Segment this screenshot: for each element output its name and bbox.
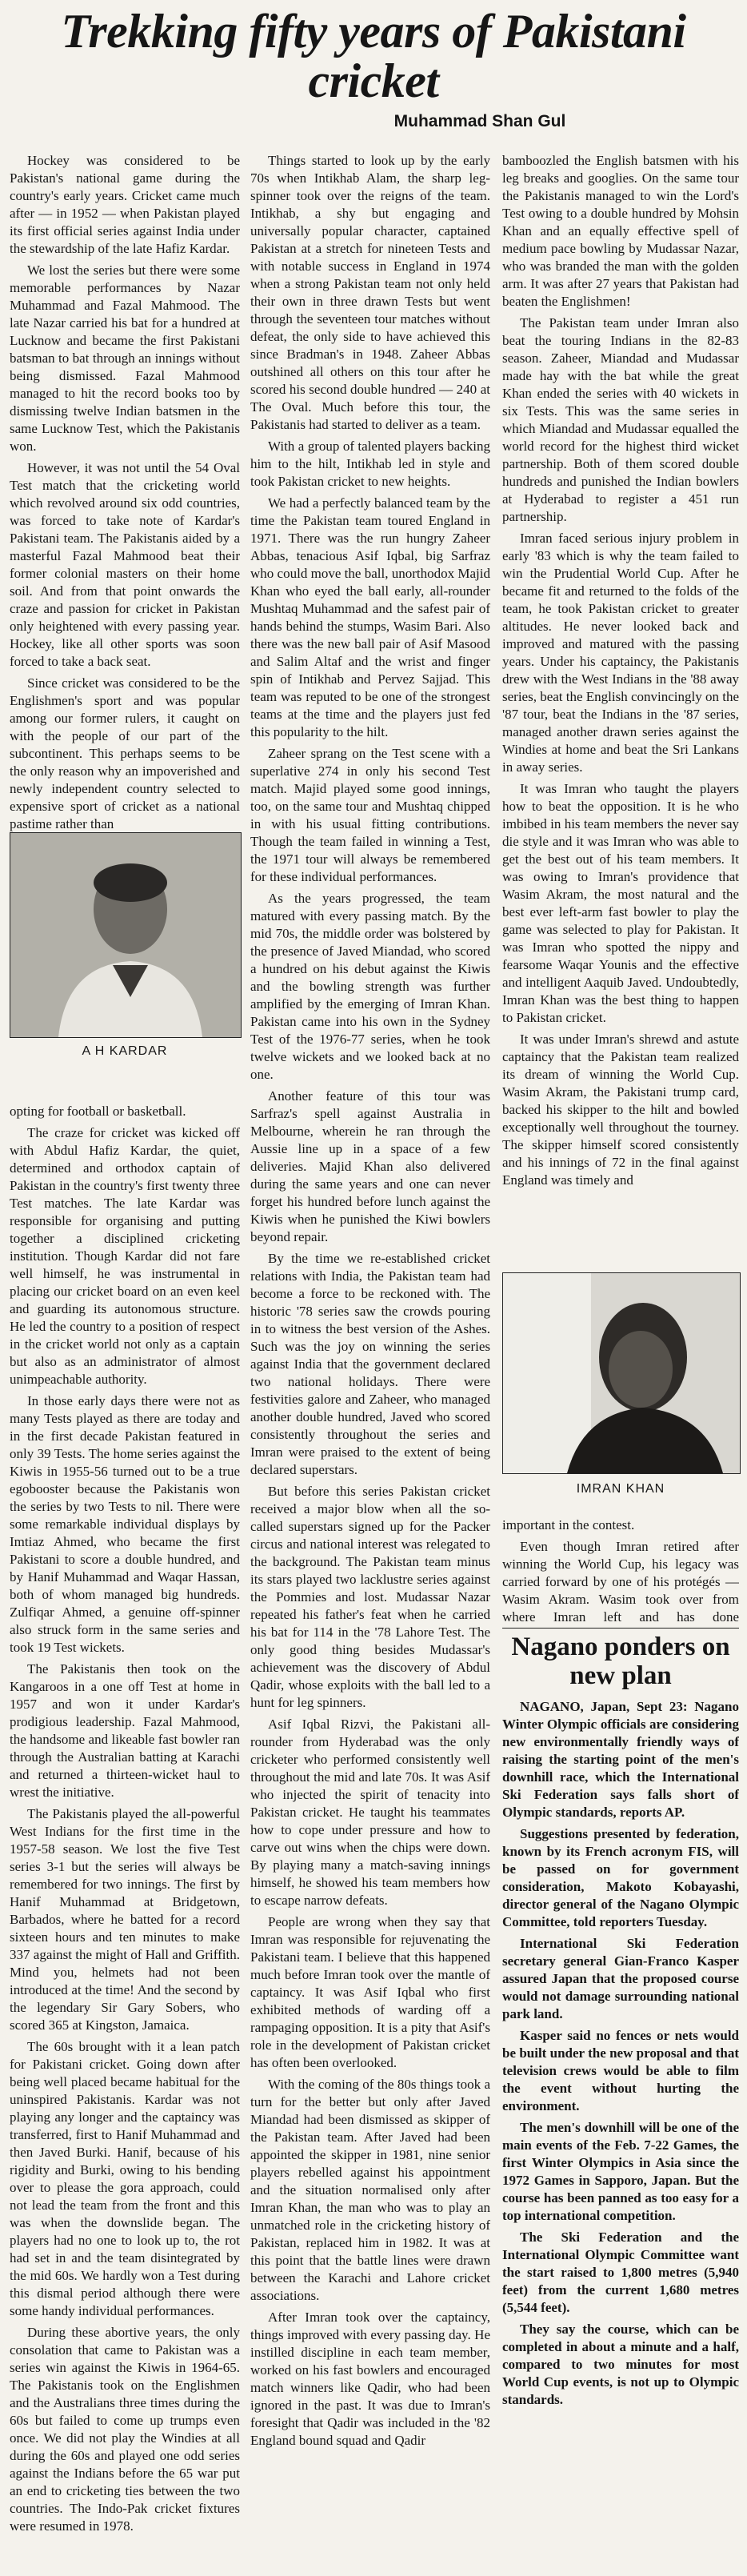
paragraph: With a group of talented players backing him to the hilt, Intikhab led in style and took Pakistan cricket to new heights. <box>250 439 490 489</box>
paragraph: The craze for cricket was kicked off with Abdul Hafiz Kardar, the quiet, determined and orthodox captain of Pakistan in the country's first twenty three Test matches. The late Kardar was responsible for organising and putting together a disciplined cricketing institution. Though Kardar did not fare well himself, he was instrumental in placing our cricket board on an even keel and guarding its autonomous structure. He led the country to a position of respect in the cricket world not only as a captain but also as an administrator of almost unimpeachable authority. <box>10 1125 240 1387</box>
brief-headline: Nagano ponders on new plan <box>511 1633 730 1690</box>
paragraph: During these abortive years, the only consolation that came to Pakistan was a series win against the Kiwis in 1964-65. The Pakistanis took on the Englishmen and the Australians three times during the 60s but failed to come up trumps even once. We did not play the Windies at all during the 60s and played one odd series against the Indians before the 65 war put an end to cricketing ties between the two countries. The Indo-Pak cricket fixtures were resumed in 1978. <box>10 2325 240 2534</box>
paragraph: We lost the series but there were some memorable performances by Nazar Muhammad and Fazal Mahmood. The late Nazar carried his bat for a hundred at Lucknow and became the first Pakistani batsman to bat through an innings without being dismissed. Fazal Mahmood managed to hit the record books too by dismissing twelve Indian batsmen in the same Lucknow Test, which the Pakistanis won. <box>10 262 240 454</box>
paragraph: The Ski Federation and the International Olympic Committee want the start raised to 1,800 metres (5,940 feet) from the current 1,680 metres (5,544 feet). <box>502 2229 739 2315</box>
paragraph: Zaheer sprang on the Test scene with a superlative 274 in only his second Test match. Majid played some good innings, too, on the same tour and Mushtaq chipped in with his usual fitting contributions. Though the team failed in winning a Test, the 1971 tour will always be remembered for these individual performances. <box>250 746 490 884</box>
paragraph: In those early days there were not as many Tests played as there are today and in the first decade Pakistan featured in only 39 Tests. The home series against the Kiwis in 1955-56 turned out to be a true egobooster because the Pakistanis won the series by two Tests to nil. There were some remarkable individual displays by Imtiaz Ahmed, who became the first Pakistani to score a double hundred, and by Hanif Muhammad and Waqar Hassan, both of whom managed big hundreds. Zulfiqar Ahmed, a genuine off-spinner also struck form in the same series and took 19 Test wickets. <box>10 1393 240 1655</box>
paragraph: As the years progressed, the team matured with every passing match. By the mid 70s, the middle order was bolstered by the presence of Javed Miandad, who scored a hundred on his debut against the Kiwis and the bowling strength was further amplified by the emerging of Imran Khan. Pakistan came into his own in the Sydney Test of the 1976-77 series, when he took twelve wickets and we looked back at no one. <box>250 891 490 1082</box>
paragraph: We had a perfectly balanced team by the time the Pakistan team toured England in 1971. There was the run hungry Zaheer Abbas, tenacious Asif Iqbal, big Sarfraz who could move the ball, unorthodox Majid Khan who eyed the ball early, all-rounder Mushtaq Muhammad and the safest pair of hands behind the stumps, Wasim Bari. Also there was the new ball pair of Asif Masood and Salim Altaf and the wrist and finger spin of Intikhab and Pervez Sajjad. This team was reputed to be one of the strongest teams at the time and the players just fed this popularity to the hilt. <box>250 495 490 739</box>
paragraph: By the time we re-established cricket relations with India, the Pakistan team had become a force to be reckoned with. The historic '78 series saw the crowds pouring in to witness the best version of the Ashes. Such was the joy on winning the series against India that the government declared two national holidays. There were festivities galore and Zaheer, who managed another double hundred, Javed who scored consistently throughout the series and Imran were praised to the extent of being declared superstars. <box>250 1251 490 1477</box>
dateline: NAGANO, Japan, Sept 23: <box>520 1699 688 1714</box>
paragraph: important in the contest. <box>502 1517 635 1532</box>
paragraph: Even though Imran retired after winning the World Cup, his legacy was carried forward by one of his protégés — Wasim Akram. Wasim took over from where Imran left and has done <box>502 1539 739 1625</box>
paragraph: The Pakistan team under Imran also beat the touring Indians in the 82-83 season. Zaheer, Miandad and Mudassar made hay with the bat while the great Khan ended the series with 40 wickets in six Tests. This was the same series in which Miandad and Mudassar equalled the world record for the highest third wicket partnership. Both of them scored double hundreds and punished the Indian bowlers at Hyderabad to register a 451 run partnership. <box>502 315 739 524</box>
paragraph: The men's downhill will be one of the main events of the Feb. 7-22 Games, the first Winter Olympics in Asia since the 1972 Games in Sapporo, Japan. But the course has been panned as too easy for a top international competition. <box>502 2120 739 2223</box>
article-column-2 <box>250 152 490 2569</box>
paragraph: With the coming of the 80s things took a turn for the better but only after Javed Miandad had been dismissed as skipper of the Pakistan team. After Javed had been appointed the skipper in 1981, nine senior players rebelled against his appointment and the situation normalised only after Imran Khan, the man who was to play an unmatched role in the cricketing history of Pakistan, replaced him in 1982. It was at this point that the battle lines were drawn between the Karachi and Lahore cricket associations. <box>250 2077 490 2303</box>
portrait-image <box>10 833 241 1037</box>
paragraph: It was Imran who taught the players how to beat the opposition. It is he who imbibed in his team members the never say die style and it was Imran who was able to get the best out of his team members. It was owing to Imran's providence that Wasim Akram, the most natural and the best ever left-arm fast bowler to play the game was selected to play for Pakistan. It was Imran who spotted the nippy and fearsome Waqar Younis and the effective and intelligent Aaquib Javed. Undoubtedly, Imran Khan was the best thing to happen to Pakistan cricket. <box>502 781 739 1025</box>
article-column-3-continued <box>502 1516 739 1625</box>
section-divider <box>502 1628 739 1629</box>
paragraph: Suggestions presented by federation, known by its French acronym FIS, will be passed on for government consideration, Makoto Kobayashi, director general of the Nagano Olympic Committee, told reporters Tuesday. <box>502 1826 739 1929</box>
paragraph: Another feature of this tour was Sarfraz's spell against Australia in Melbourne, wherein he ran through the Aussie line up in a space of a few deliveries. Majid Khan also delivered during the same years and one can never forget his hundred before lunch against the Kiwis when he punished the Kiwi bowlers beyond repair. <box>250 1088 490 1244</box>
paragraph: Hockey was considered to be Pakistan's national game during the country's early years. Cricket came much after — in 1952 — when Pakistan played its first official series against India under the stewardship of the late Hafiz Kardar. <box>10 153 240 256</box>
paragraph: opting for football or basketball. <box>10 1104 186 1119</box>
photo-caption-kardar: A H KARDAR <box>82 1044 168 1058</box>
paragraph <box>502 1698 739 1821</box>
paragraph: The Pakistanis then took on the Kangaroos in a one off Test at home in 1957 and won it under Kardar's prodigious leadership. Fazal Mahmood, the handsome and likeable fast bowler ran through the Australian batting at Karachi and returned a thirteen-wicket haul to wrest the initiative. <box>10 1661 240 1800</box>
paragraph: The Pakistanis played the all-powerful West Indians for the first time in the 1957-58 season. We lost the five Test series 3-1 but the series will always be remembered for two innings. The first by Hanif Muhammad at Bridgetown, Barbados, where he batted for a record sixteen hours and ten minutes to make 337 against the might of Hall and Griffith. Mind you, helmets had not been introduced at the time! And the second by the legendary Sir Gary Sobers, who scored 365 at Kingston, Jamaica. <box>10 1806 240 2033</box>
paragraph: Imran faced serious injury problem in early '83 which is why the team failed to win the Prudential World Cup. After he became fit and returned to the folds of the team, he took Pakistan cricket to greater altitudes. He never looked back and improved and matured with the passing years. Under his captaincy, the Pakistanis drew with the West Indians in the '88 away series, beat the English convincingly on the '87 tour, beat the Indians in the '87 series, managed another drawn series against the Windies at home and beat the Sri Lankans in away series. <box>502 531 739 775</box>
news-brief <box>502 1698 739 2570</box>
paragraph: Asif Iqbal Rizvi, the Pakistani all-rounder from Hyderabad was the only cricketer who performed consistently well throughout the mid and late 70s. It was Asif who injected the spirit of tenacity into Pakistan cricket. He taught his teammates how to cope under pressure and how to carve out wins when the chips were down. By playing many a match-saving innings himself, he showed his team members how to escape narrow defeats. <box>250 1717 490 1908</box>
portrait-image <box>503 1273 740 1473</box>
imran-khan-photo <box>502 1272 741 1474</box>
byline: Muhammad Shan Gul <box>393 112 566 130</box>
paragraph: They say the course, which can be completed in about a minute and a half, compared to two minutes for most World Cup events, is not up to Olympic standards. <box>502 2322 739 2407</box>
paragraph: bamboozled the English batsmen with his leg breaks and googlies. On the same tour the Pakistanis managed to win the Lord's Test owing to a double hundred by Mohsin Khan and an equally effective spell of medium pace bowling by Mudassar Nazar, who was branded the man with the golden arm. It was after 27 years that Pakistan had beaten the Englishmen! <box>502 153 739 309</box>
paragraph: It was under Imran's shrewd and astute captaincy that the Pakistan team realized its dream of winning the World Cup. Wasim Akram, the Pakistani trump card, backed his skipper to the hilt and bowled exceptionally well throughout the tourney. The skipper himself scored consistently and his innings of 72 in the final against England was timely and <box>502 1032 739 1188</box>
brief-lead: Nagano Winter Olympic officials are considering new environmentally friendly ways of raising the starting point of the men's downhill race, which the International Ski Federation says falls short of Olympic standards, reports AP. <box>502 1699 739 1820</box>
article-column-1-continued <box>10 1103 240 2567</box>
article-headline: Trekking fifty years of Pakistani cricket <box>61 5 686 107</box>
paragraph: After Imran took over the captaincy, things improved with every passing day. He instilled discipline in each team member, worked on his fast bowlers and encouraged match winners like Qadir, who had been ignored in the past. It was due to Imran's foresight that Qadir was included in the '82 England bound squad and Qadir <box>250 2310 490 2448</box>
paragraph: Since cricket was considered to be the Englishmen's sport and was popular among our former rulers, it caught on with the people of our part of the subcontinent. This perhaps seems to be the only reason why an impoverished and newly independent country selected to expensive sport of cricket as a national pastime rather than <box>10 675 240 831</box>
paragraph: Kasper said no fences or nets would be built under the new proposal and that television crews would be able to film the event without hurting the environment. <box>502 2028 739 2113</box>
paragraph: International Ski Federation secretary general Gian-Franco Kasper assured Japan that the proposed course would not damage surrounding national park land. <box>502 1936 739 2021</box>
paragraph: People are wrong when they say that Imran was responsible for rejuvenating the Pakistani team. I believe that this happened much before Imran took over the mantle of captaincy. It was Asif Iqbal who first exhibited methods of warding off a rampaging opposition. It is a pity that Asif's role in the development of Pakistan cricket has often been overlooked. <box>250 1914 490 2070</box>
paragraph: However, it was not until the 54 Oval Test match that the cricketing world which revolved around six odd countries, was forced to take note of Kardar's Pakistani team. The Pakistanis aided by a masterful Fazal Mahmood beat their former colonial masters on their home soil. And from that point onwards the craze and passion for cricket in Pakistan only heightened with every passing year. Hockey, like all other sports was soon forced to take a back seat. <box>10 460 240 669</box>
photo-caption-imran: IMRAN KHAN <box>576 1482 665 1496</box>
paragraph: Things started to look up by the early 70s when Intikhab Alam, the sharp leg-spinner took over the reigns of the team. Intikhab, a shy but engaging and universally popular character, captained Pakistan at a stretch for nineteen Tests and with notable success in England in 1974 when a strong Pakistan team not only held their own in three drawn Tests but went through the seventeen tour matches without defeat, the only side to have achieved this since Bradman's in 1948. Zaheer Abbas outshined all others on this tour after he scored his second double hundred — 240 at The Oval. Much before this tour, the Pakistanis had started to deliver as a team. <box>250 153 490 432</box>
paragraph: The 60s brought with it a lean patch for Pakistani cricket. Going down after being well placed became habitual for the uninspired Pakistanis. Kardar was not playing any longer and the captaincy was transferred, first to Hanif Muhammad and then Javed Burki. Hanif, because of his rigidity and Burki, owing to his bending over to please the gora approach, could not lead the team from the front and this was when the downslide began. The players had no one to look up to, the rot had set in and the team disintegrated by the mid 60s. We hardly won a Test during this dismal period although there were some handy individual performances. <box>10 2039 240 2318</box>
kardar-photo <box>10 832 242 1038</box>
paragraph: But before this series Pakistan cricket received a major blow when all the so-called superstars signed up for the Packer circus and national interest was relegated to the background. The Pakistan team minus its stars played two lacklustre series against the Pommies and lost. Mudassar Nazar repeated his father's feat when he carried his bat for 114 in the '78 Lahore Test. The only good thing besides Mudassar's achievement was the discovery of Abdul Qadir, whose exploits with the ball led to a hunt for leg spinners. <box>250 1484 490 1710</box>
